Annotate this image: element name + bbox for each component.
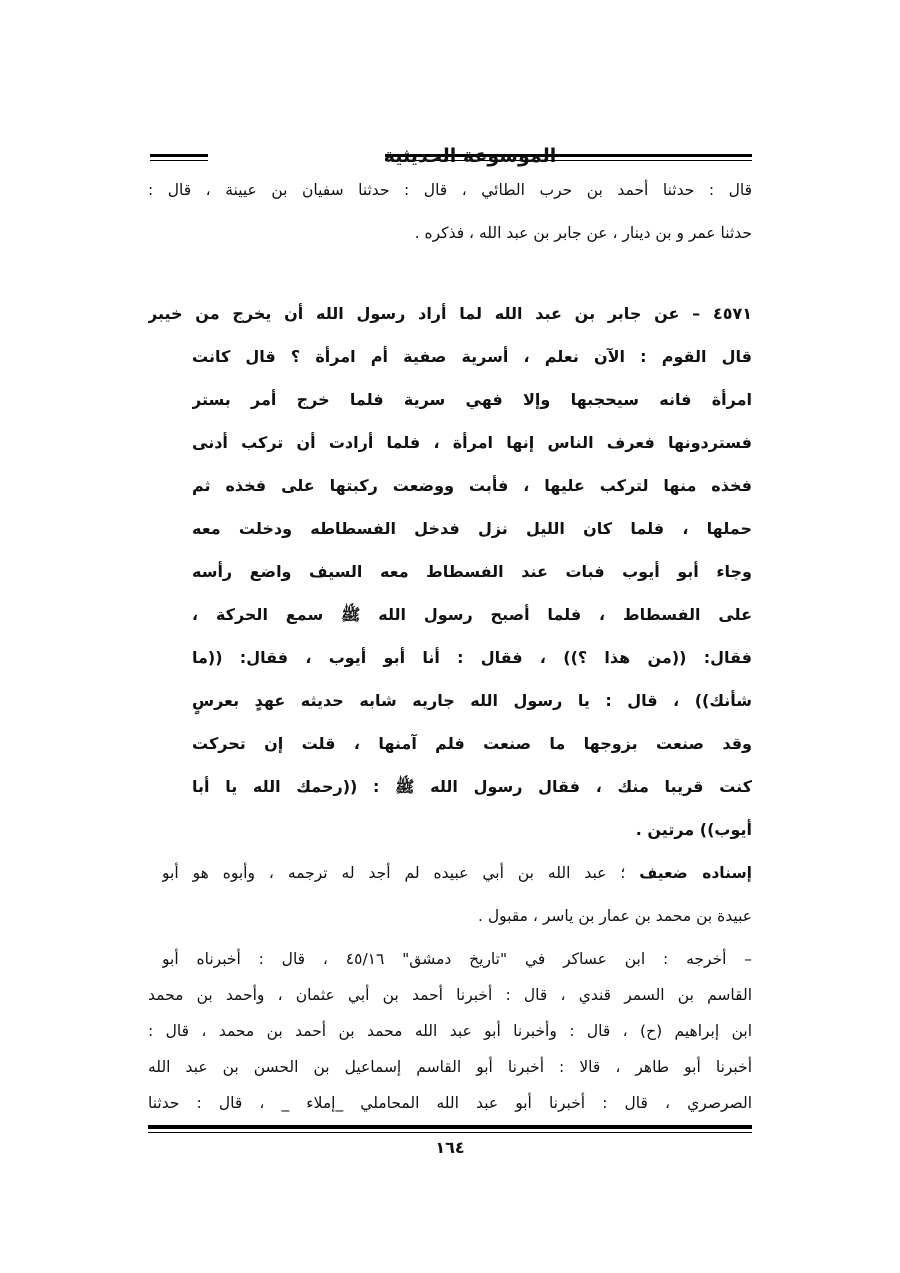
takhrij-line: – أخرجه : ابن عساكر في "تاريخ دمشق" ٤٥/١٦ ، قال : أخبرناه أبو (162, 950, 752, 968)
hadith-line: فقال: ((من هذا ؟)) ، فقال : أنا أبو أيوب ، فقال: ((ما (192, 648, 752, 667)
hadith-line: فستردونها فعرف الناس إنها امرأة ، فلما أرادت أن تركب أدنى (192, 433, 752, 452)
intro-line: قال : حدثنا أحمد بن حرب الطائي ، قال : حدثنا سفيان بن عيينة ، قال : (148, 181, 752, 199)
isnad-line: عبيدة بن محمد بن عمار بن ياسر ، مقبول . (478, 907, 752, 925)
isnad-line (162, 856, 752, 890)
hadith-line: قال القوم : الآن نعلم ، أسرية صفية أم امرأة ؟ قال كانت (192, 347, 752, 366)
footer-rule (148, 1125, 752, 1129)
takhrij-line: أخبرنا أبو طاهر ، قالا : أخبرنا أبو القاسم إسماعيل بن الحسن بن عبد الله (148, 1058, 752, 1076)
header-rule-left-thin (150, 160, 208, 161)
hadith-line: كنت قريبا منك ، فقال رسول الله ﷺ : ((رحمك الله يا أبا (192, 777, 752, 796)
running-header-title: الموسوعة الحديثية (383, 145, 557, 167)
takhrij-line: ابن إبراهيم (ح) ، قال : وأخبرنا أبو عبد الله محمد بن أحمد بن محمد ، قال : (148, 1022, 752, 1040)
hadith-line: ٤٥٧١ – عن جابر بن عبد الله لما أراد رسول الله أن يخرج من خيبر (148, 304, 752, 323)
hadith-line: امرأة فانه سيحجبها وإلا فهي سرية فلما خرج أمر بستر (192, 390, 752, 409)
hadith-line: وجاء أبو أيوب فبات عند الفسطاط معه السيف واضع رأسه (192, 562, 752, 581)
hadith-line: حملها ، فلما كان الليل نزل فدخل الفسطاطه ودخلت معه (192, 519, 752, 538)
header-rule-left (150, 154, 208, 157)
takhrij-line: الصرصري ، قال : أخبرنا أبو عبد الله المحاملي _إملاء _ ، قال : حدثنا (148, 1094, 752, 1112)
hadith-line: أيوب)) مرتين . (635, 820, 752, 839)
page-number: ١٦٤ (435, 1138, 465, 1157)
isnad-grade: إسناده ضعيف (639, 864, 752, 882)
hadith-line: شأنك)) ، قال : يا رسول الله جاريه شابه حديثه عهدٍ بعرسٍ (192, 691, 752, 710)
hadith-line: فخذه منها لتركب عليها ، فأبت ووضعت ركبتها على فخذه ثم (192, 476, 752, 495)
takhrij-line: القاسم بن السمر قندي ، قال : أخبرنا أحمد بن أبي عثمان ، وأحمد بن محمد (148, 986, 752, 1004)
footer-rule-thin (148, 1132, 752, 1133)
intro-line: حدثنا عمر و بن دينار ، عن جابر بن عبد الله ، فذكره . (414, 224, 752, 242)
hadith-line: على الفسطاط ، فلما أصبح رسول الله ﷺ سمع الحركة ، (192, 605, 752, 624)
hadith-line: وقد صنعت بزوجها ما صنعت فلم آمنها ، قلت إن تحركت (192, 734, 752, 753)
isnad-text: ؛ عبد الله بن أبي عبيده لم أجد له ترجمه ، وأبوه هو أبو (162, 864, 640, 882)
